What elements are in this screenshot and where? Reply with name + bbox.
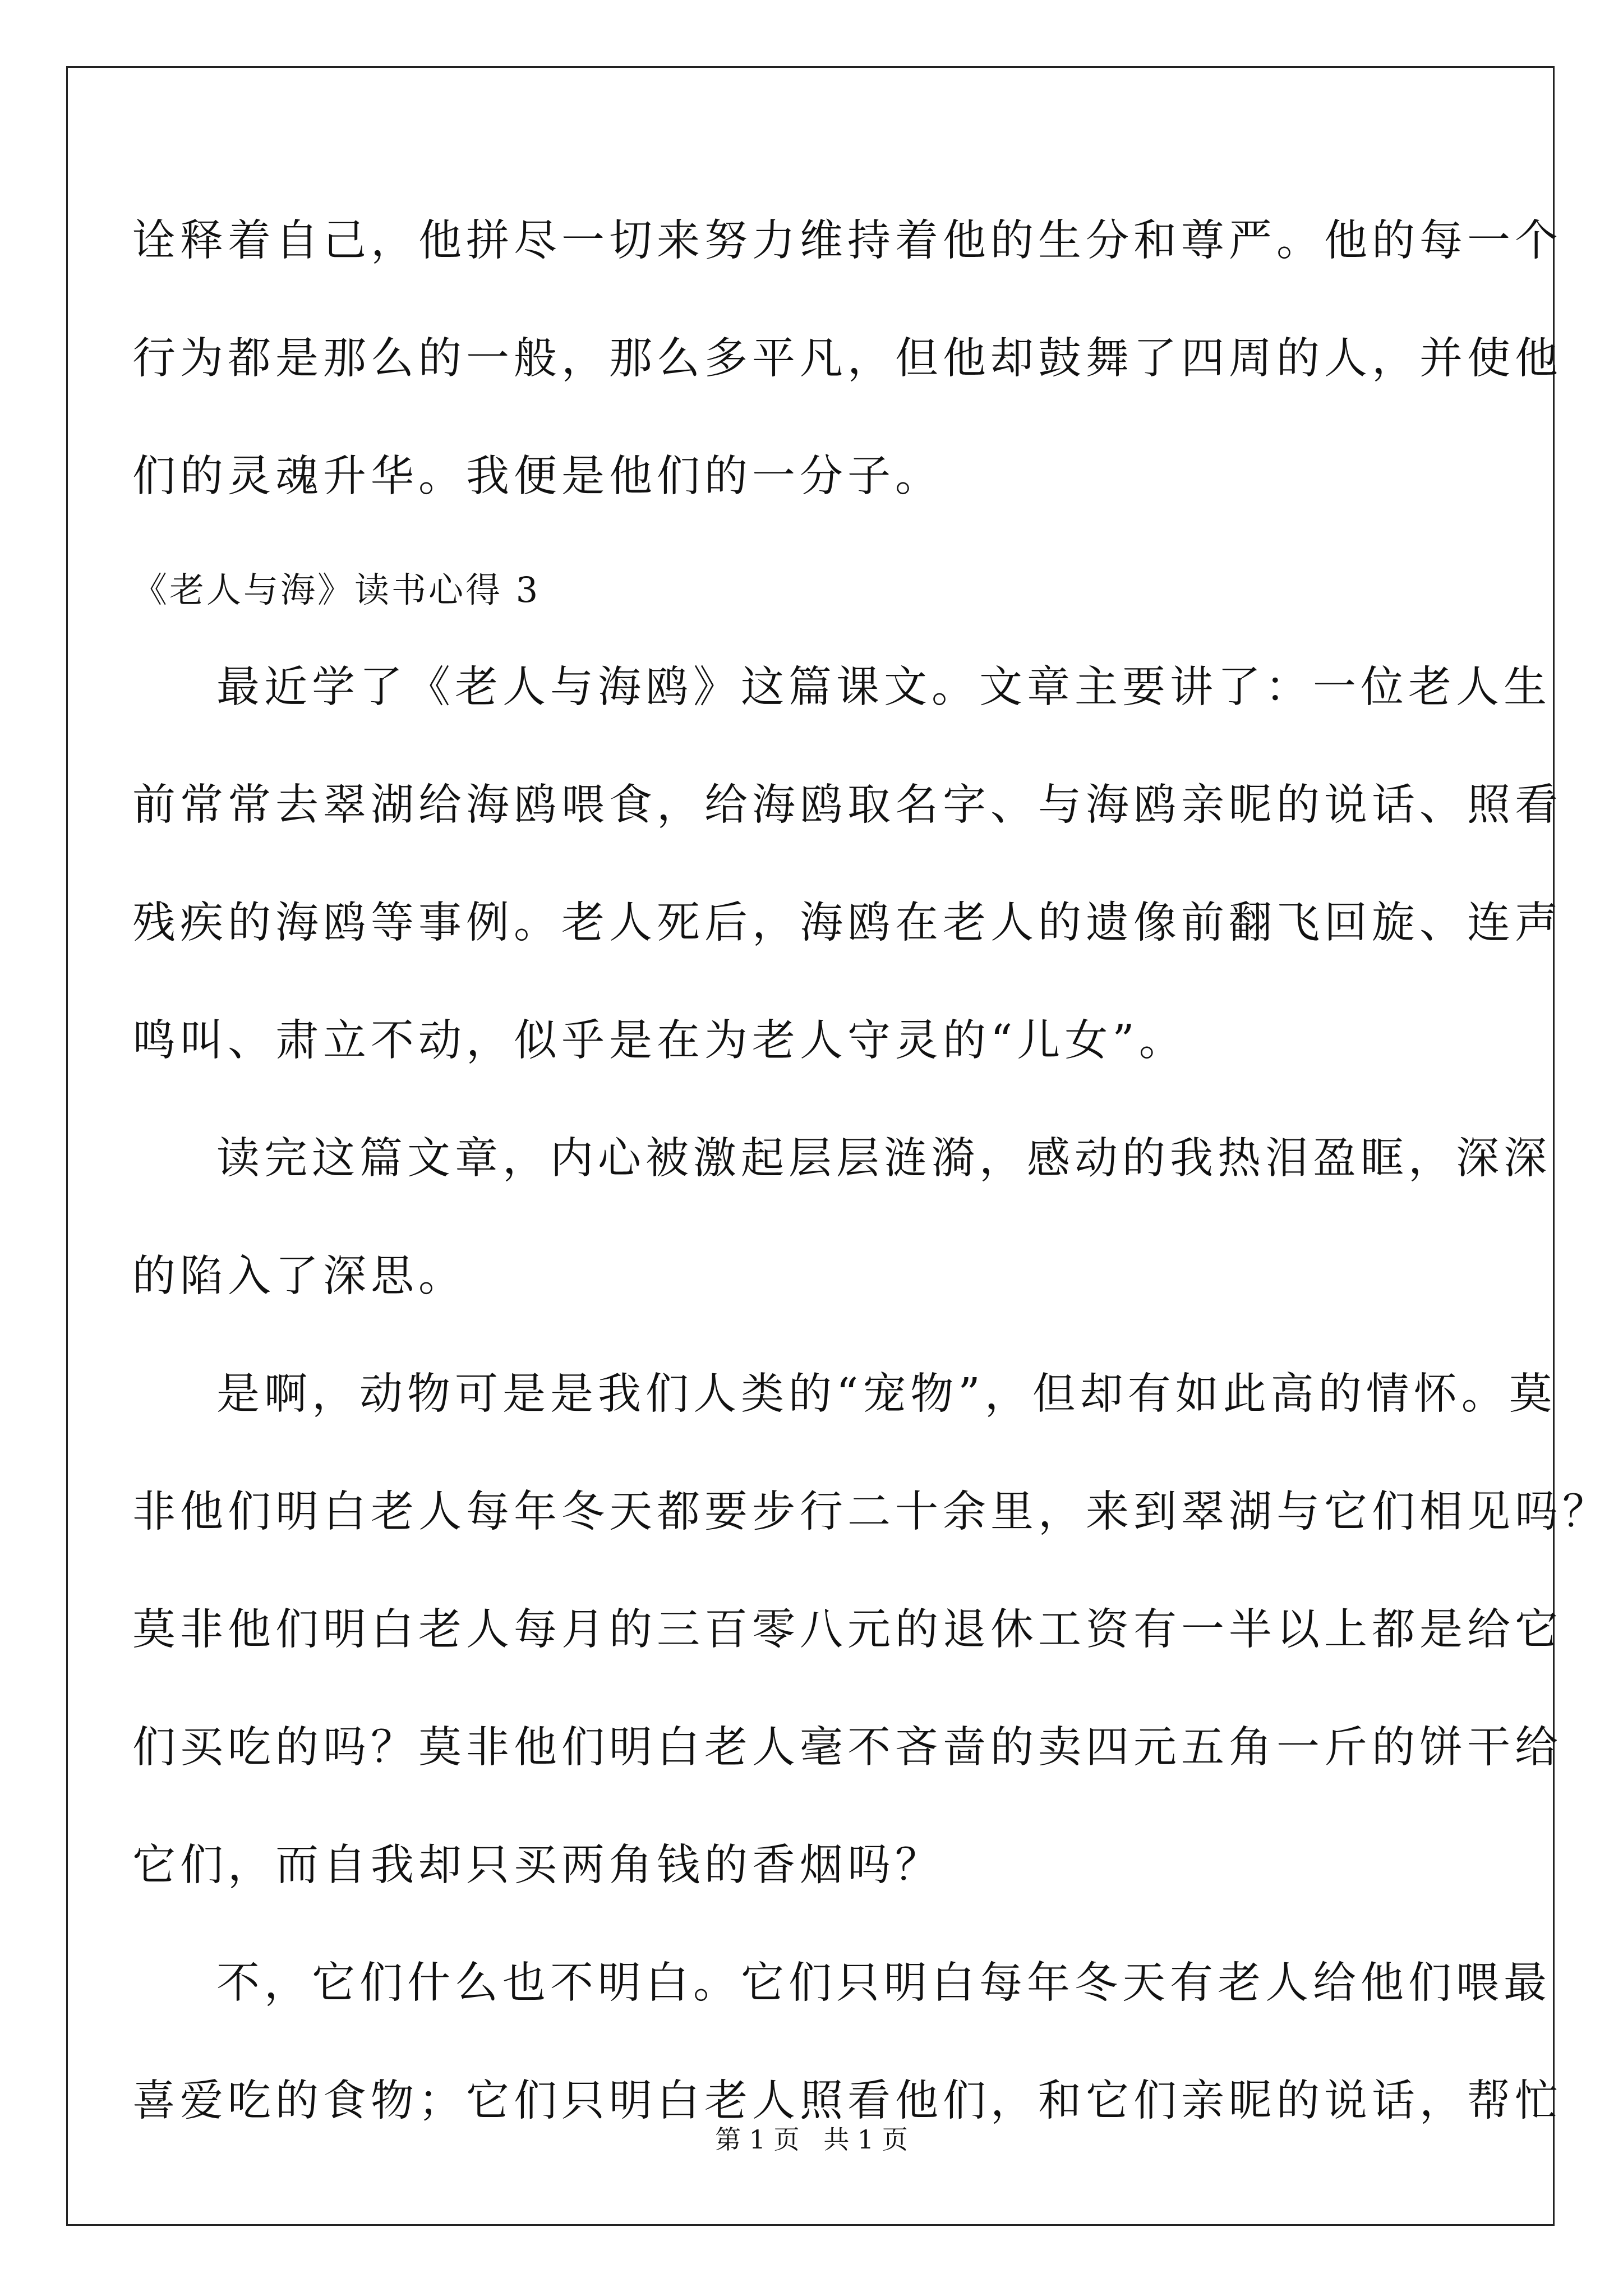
text-line: 前常常去翠湖给海鸥喂食，给海鸥取名字、与海鸥亲昵的说话、照看 (132, 780, 1562, 830)
text-line: 们的灵魂升华。我便是他们的一分子。 (132, 452, 943, 501)
text-line: 行为都是那么的一般，那么多平凡，但他却鼓舞了四周的人，并使他 (132, 334, 1562, 384)
paragraph-first-line: 是啊，动物可是是我们人类的“宠物”，但却有如此高的情怀。莫 (216, 1369, 1557, 1419)
text-line: 喜爱吃的食物；它们只明白老人照看他们，和它们亲昵的说话，帮忙 (132, 2076, 1562, 2126)
page-footer (0, 2123, 1623, 2156)
text-line: 鸣叫、肃立不动，似乎是在为老人守灵的“儿女”。 (132, 1016, 1187, 1066)
page-total: 共 1 页 (823, 2124, 908, 2155)
text-line: 莫非他们明白老人每月的三百零八元的退休工资有一半以上都是给它 (132, 1605, 1562, 1655)
text-line: 非他们明白老人每年冬天都要步行二十余里，来到翠湖与它们相见吗？ (132, 1487, 1610, 1537)
paragraph-first-line: 最近学了《老人与海鸥》这篇课文。文章主要讲了：一位老人生 (216, 662, 1551, 712)
text-line: 它们，而自我却只买两角钱的香烟吗？ (132, 1841, 943, 1890)
text-line: 的陷入了深思。 (132, 1251, 466, 1301)
text-line: 残疾的海鸥等事例。老人死后，海鸥在老人的遗像前翻飞回旋、连声 (132, 898, 1562, 948)
text-line: 诠释着自己，他拼尽一切来努力维持着他的生分和尊严。他的每一个 (132, 216, 1562, 266)
paragraph-first-line: 读完这篇文章，内心被激起层层涟漪，感动的我热泪盈眶，深深 (216, 1134, 1551, 1184)
section-heading: 《老人与海》读书心得 3 (132, 569, 541, 610)
paragraph-first-line: 不，它们什么也不明白。它们只明白每年冬天有老人给他们喂最 (216, 1958, 1551, 2008)
text-line: 们买吃的吗？莫非他们明白老人毫不吝啬的卖四元五角一斤的饼干给 (132, 1723, 1562, 1773)
page-number: 第 1 页 (715, 2124, 800, 2155)
